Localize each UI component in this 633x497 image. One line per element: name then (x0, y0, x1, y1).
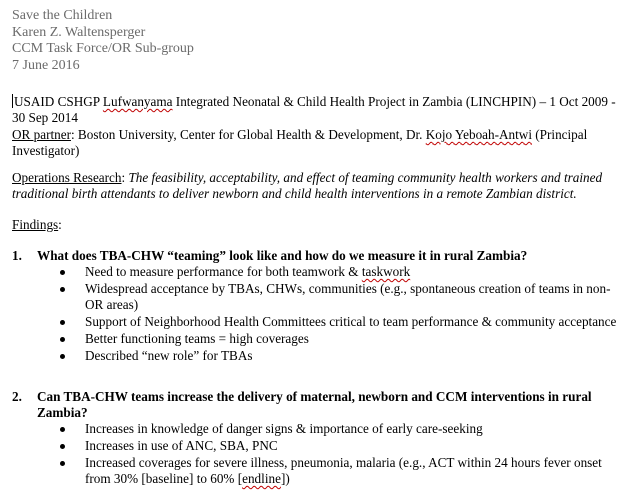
list-item (60, 314, 620, 330)
partner-name-flagged: Kojo Yeboah-Antwi (425, 127, 532, 142)
question-1 (12, 248, 612, 264)
partner-text-after: (Principal Investigator) (12, 127, 588, 158)
list-item: Need to measure performance for both teamwork & taskwork (60, 264, 620, 280)
partner-label: OR partner (12, 127, 71, 142)
research-label: Operations Research (12, 170, 122, 185)
list-item-text: Better functioning teams = high coverages (85, 331, 309, 346)
partner-line (12, 127, 624, 159)
list-item-text: Increased coverages for severe illness, pneumonia, malaria (e.g., ACT within 24 hours fever onset from 30% [baseline] to 60% [ (85, 455, 602, 486)
list-item-text: Described “new role” for TBAs (85, 348, 253, 363)
list-item (60, 331, 620, 347)
findings-heading (12, 217, 624, 233)
text-cursor (12, 94, 13, 108)
research-title: The feasibility, acceptability, and effect of teaming community health workers and trained traditional birth attendants to deliver newborn and child health interventions in a remote Zambian district. (12, 170, 603, 201)
list-item-text: Support of Neighborhood Health Committees critical to team performance & community acceptance (85, 314, 617, 329)
list-item-text-suffix: ]) (280, 471, 290, 486)
list-item-text: Widespread acceptance by TBAs, CHWs, communities (e.g., spontaneous creation of teams in non-OR areas) (85, 281, 611, 312)
bullet-icon (60, 320, 65, 325)
list-item (60, 348, 620, 364)
question-2 (12, 389, 612, 421)
document-header (12, 8, 194, 74)
bullet-icon (60, 270, 65, 275)
question-2-text: Can TBA-CHW teams increase the delivery of maternal, newborn and CCM interventions in rural Zambia? (37, 389, 592, 420)
list-item (60, 455, 620, 487)
q1-flagged-word: taskwork (361, 264, 411, 279)
bullet-icon (60, 427, 65, 432)
project-rest: Integrated Neonatal & Child Health Project in Zambia (LINCHPIN) – 1 Oct 2009 - 30 Sep 2014 (12, 94, 616, 125)
research-line (12, 170, 624, 202)
header-date: 7 June 2016 (12, 57, 80, 73)
bullet-icon (60, 337, 65, 342)
bullet-icon (60, 287, 65, 292)
project-prefix: USAID CSHGP (14, 94, 103, 109)
project-line (12, 94, 624, 126)
list-item-text: Increases in knowledge of danger signs & importance of early care-seeking (85, 421, 483, 436)
list-item (60, 438, 620, 454)
bullet-icon (60, 444, 65, 449)
list-item (60, 281, 620, 313)
bullet-icon (60, 354, 65, 359)
list-item-text: Increases in use of ANC, SBA, PNC (85, 438, 278, 453)
question-1-bullets (60, 264, 620, 365)
findings-colon: : (58, 217, 62, 232)
list-item (60, 421, 620, 437)
question-2-bullets (60, 421, 620, 488)
header-author: Karen Z. Waltensperger (12, 24, 146, 40)
question-1-number: 1. (12, 248, 22, 263)
bullet-icon (60, 461, 65, 466)
project-name-flagged: Lufwanyama (102, 94, 173, 109)
research-colon: : (121, 170, 129, 185)
partner-text-before: : Boston University, Center for Global Health & Development, Dr. (70, 127, 426, 142)
header-group: CCM Task Force/OR Sub-group (12, 41, 194, 56)
question-1-text: What does TBA-CHW “teaming” look like and how do we measure it in rural Zambia? (37, 248, 528, 263)
question-2-number: 2. (12, 389, 22, 404)
q2-flagged-word: endline (242, 471, 281, 486)
header-org: Save the Children (12, 8, 113, 23)
findings-label: Findings (12, 217, 59, 232)
